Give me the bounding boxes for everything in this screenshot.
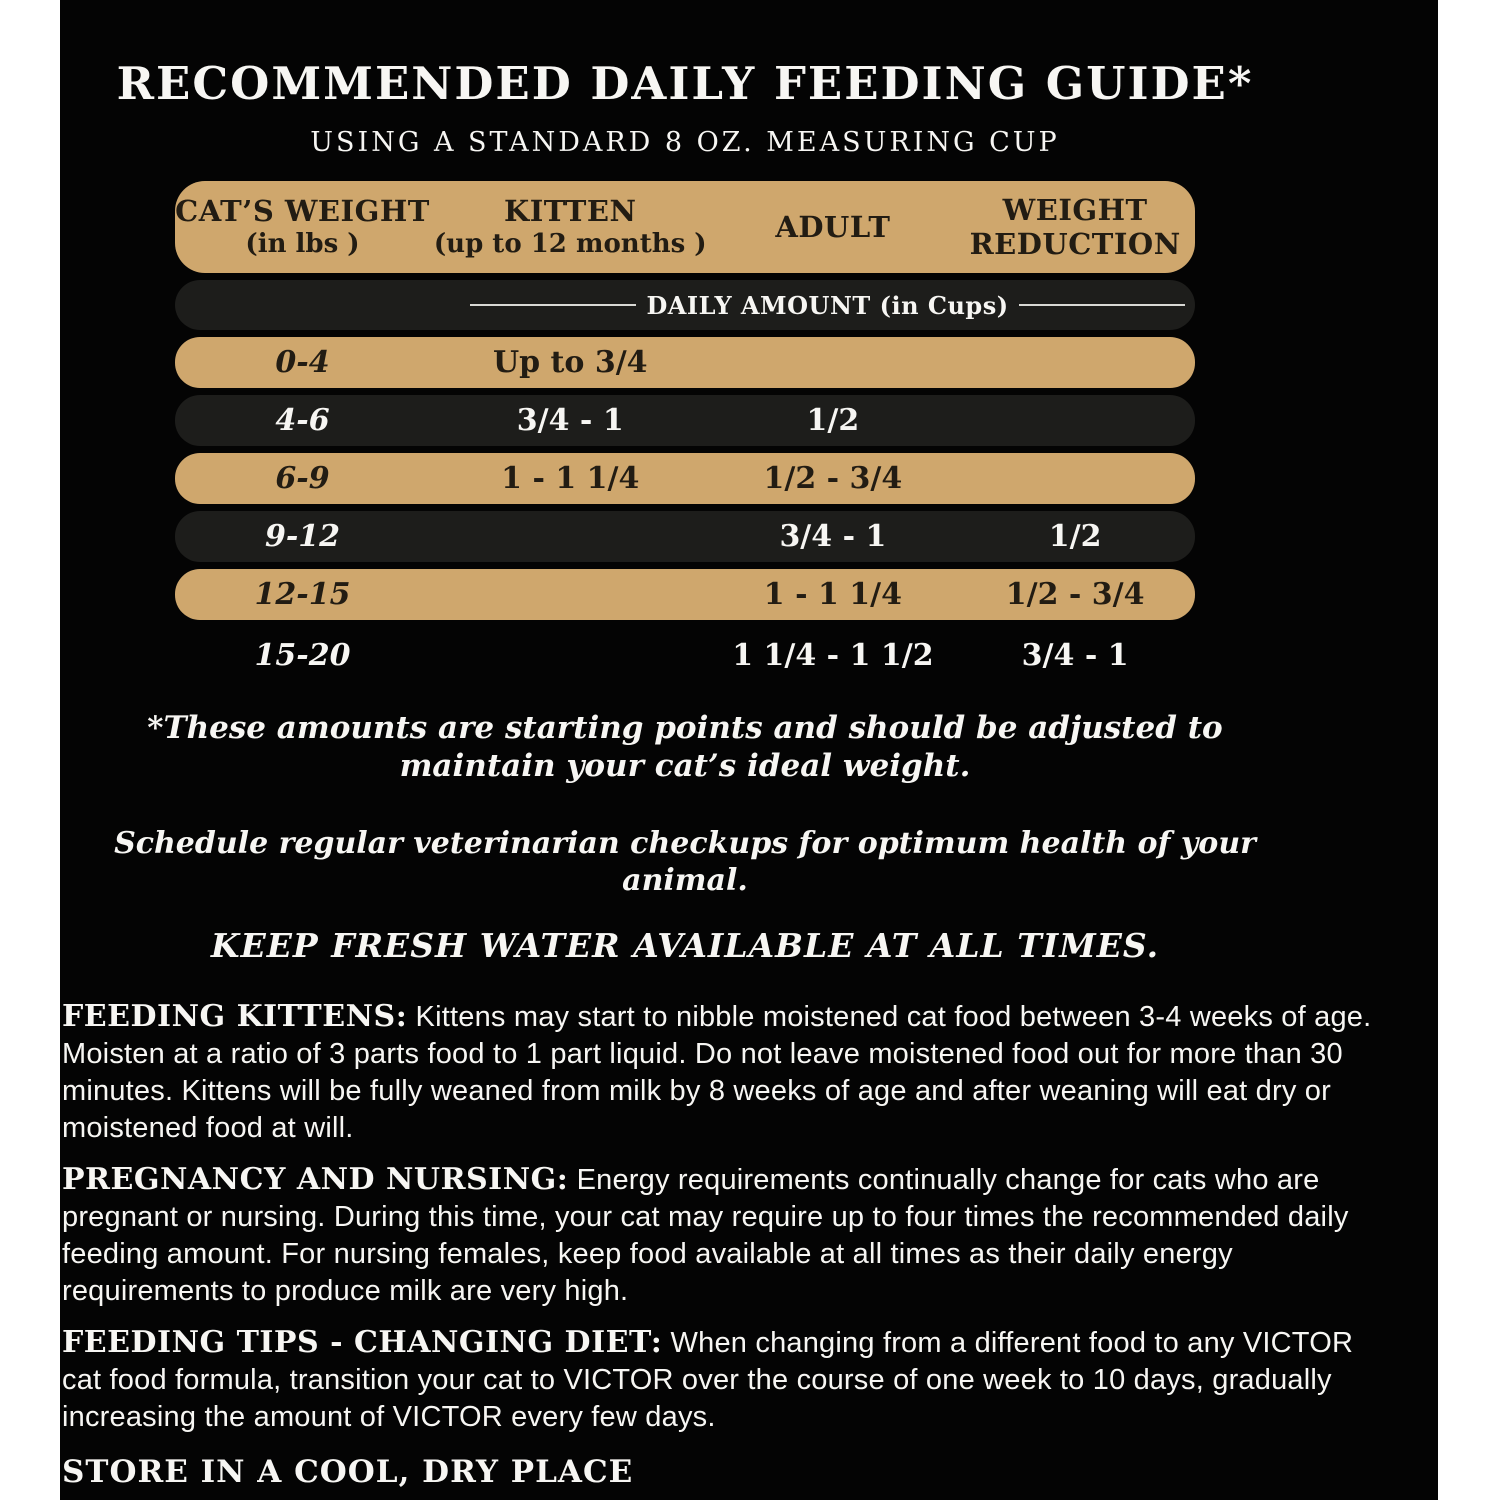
vet-checkup-note: Schedule regular veterinarian checkups for optimum health of your animal. xyxy=(114,826,1256,898)
cell-kitten: 3/4 - 1 xyxy=(516,403,624,438)
table-row xyxy=(175,511,1195,562)
cell-weight: 4-6 xyxy=(275,403,330,438)
footnote: *These amounts are starting points and should be adjusted to maintain your cat’s ideal weight. xyxy=(147,710,1223,784)
table-row xyxy=(175,627,1195,683)
right-rule-line xyxy=(1019,304,1185,306)
cell-adult: 1/2 - 3/4 xyxy=(763,461,903,496)
cell-weight: 12-15 xyxy=(254,577,351,612)
pregnancy-nursing-paragraph xyxy=(62,1161,1378,1310)
daily-amount-bar xyxy=(175,280,1195,330)
cell-adult: 1 1/4 - 1 1/2 xyxy=(732,637,934,673)
info-paragraphs xyxy=(60,965,1438,1436)
feeding-tips-body: When changing from a different food to any VICTOR cat food formula, transition your cat to VICTOR over the course of one week to 10 days, gradually increasing the amount of VICTOR every few days. xyxy=(62,1327,1354,1433)
daily-amount-label: DAILY AMOUNT (in Cups) xyxy=(646,290,1009,320)
top-content xyxy=(60,0,1310,965)
feeding-table-rows xyxy=(175,337,1195,683)
table-row xyxy=(175,337,1195,388)
storage-instruction: STORE IN A COOL, DRY PLACE xyxy=(62,1454,634,1490)
cell-weight: 0-4 xyxy=(275,345,330,380)
cell-adult: 3/4 - 1 xyxy=(779,519,887,554)
table-row xyxy=(175,569,1195,620)
feeding-kittens-paragraph xyxy=(62,998,1378,1147)
cell-kitten: 1 - 1 1/4 xyxy=(501,461,640,496)
cell-adult: 1/2 xyxy=(806,403,860,438)
column-header-kitten: KITTEN (up to 12 months ) xyxy=(433,194,707,259)
table-header-row xyxy=(175,181,1195,273)
feeding-table xyxy=(175,181,1195,683)
fresh-water-note: KEEP FRESH WATER AVAILABLE AT ALL TIMES. xyxy=(210,926,1160,965)
feeding-tips-heading: FEEDING TIPS - CHANGING DIET: xyxy=(62,1325,663,1360)
cell-reduction: 3/4 - 1 xyxy=(1021,637,1129,673)
table-row xyxy=(175,395,1195,446)
cell-weight: 9-12 xyxy=(264,519,341,554)
page-subtitle: USING A STANDARD 8 OZ. MEASURING CUP xyxy=(310,127,1060,158)
label-panel xyxy=(60,0,1438,1500)
page-title: RECOMMENDED DAILY FEEDING GUIDE* xyxy=(116,57,1254,110)
feeding-kittens-heading: FEEDING KITTENS: xyxy=(62,999,408,1034)
cell-reduction: 1/2 xyxy=(1048,519,1102,554)
table-row xyxy=(175,453,1195,504)
column-header-adult: ADULT xyxy=(775,210,891,244)
cell-weight: 15-20 xyxy=(254,637,351,673)
column-header-cats-weight: CAT’S WEIGHT (in lbs ) xyxy=(175,194,430,259)
pregnancy-nursing-body: Energy requirements continually change for cats who are pregnant or nursing. During this time, your cat may require up to four times the recommended daily feeding amount. For nursing females, keep food available at all times as their daily energy requirements to produce milk are very high. xyxy=(62,1164,1349,1307)
feeding-tips-paragraph xyxy=(62,1324,1378,1436)
pregnancy-nursing-heading: PREGNANCY AND NURSING: xyxy=(62,1162,569,1197)
feeding-kittens-body: Kittens may start to nibble moistened cat food between 3-4 weeks of age. Moisten at a ratio of 3 parts food to 1 part liquid. Do not leave moistened food out for more than 30 minutes. Kittens will be fully weaned from milk by 8 weeks of age and after weaning will eat dry or moistened food at will. xyxy=(62,1001,1372,1144)
cell-reduction: 1/2 - 3/4 xyxy=(1005,577,1145,612)
cell-adult: 1 - 1 1/4 xyxy=(763,577,903,612)
cell-kitten: Up to 3/4 xyxy=(492,345,648,380)
column-header-weight-reduction: WEIGHT REDUCTION xyxy=(969,193,1181,261)
cell-weight: 6-9 xyxy=(275,461,330,496)
left-rule-line xyxy=(470,304,636,306)
